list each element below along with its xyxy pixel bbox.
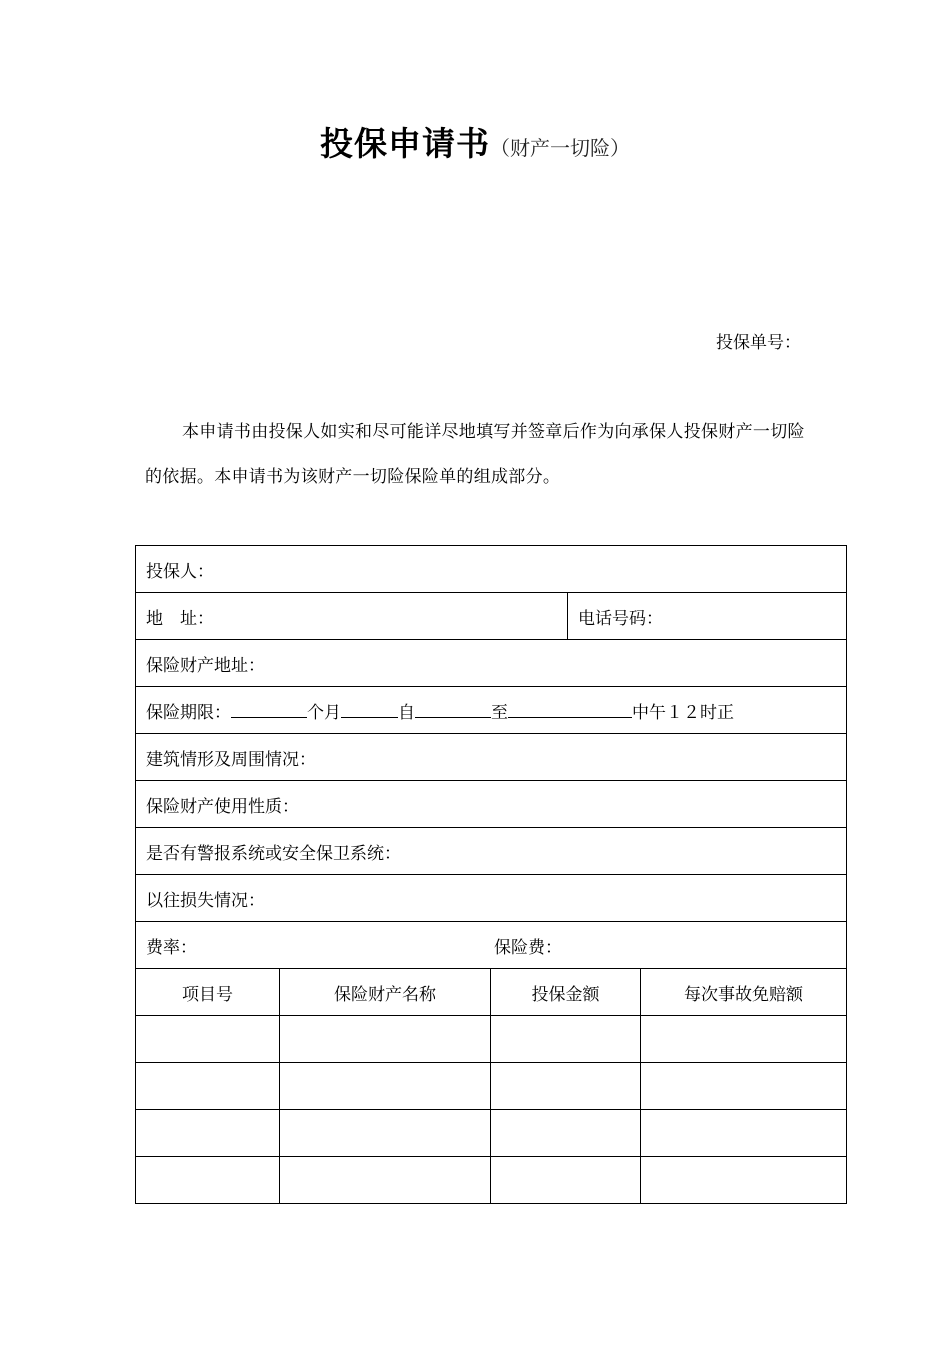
usage-label: 保险财产使用性质： — [146, 796, 299, 817]
address-field[interactable] — [136, 593, 568, 640]
application-form-table — [135, 545, 847, 1204]
deductible-cell[interactable] — [641, 1063, 847, 1110]
period-field — [136, 687, 847, 734]
building-label: 建筑情形及周围情况： — [146, 749, 316, 770]
document-title — [0, 118, 950, 165]
noon-label: 中午１２时正 — [632, 702, 734, 723]
items-table-row — [136, 1016, 847, 1063]
address-label: 地 址： — [146, 608, 214, 629]
period-months-blank[interactable] — [231, 701, 307, 718]
alarm-label: 是否有警报系统或安全保卫系统： — [146, 843, 401, 864]
property-address-field[interactable] — [136, 640, 847, 687]
property-address-row — [136, 640, 847, 687]
property-name-cell[interactable] — [280, 1016, 491, 1063]
property-name-cell[interactable] — [280, 1063, 491, 1110]
item-no-cell[interactable] — [136, 1016, 280, 1063]
insured-amount-cell[interactable] — [491, 1110, 641, 1157]
items-table-row — [136, 1110, 847, 1157]
period-from-date-blank[interactable] — [415, 701, 491, 718]
applicant-label: 投保人： — [146, 561, 214, 582]
insured-amount-cell[interactable] — [491, 1157, 641, 1204]
loss-history-label: 以往损失情况： — [146, 890, 265, 911]
items-table-row — [136, 1063, 847, 1110]
alarm-field[interactable] — [136, 828, 847, 875]
building-row — [136, 734, 847, 781]
from-label: 自 — [398, 702, 415, 723]
property-name-cell[interactable] — [280, 1110, 491, 1157]
alarm-row — [136, 828, 847, 875]
header-deductible: 每次事故免赔额 — [641, 969, 847, 1016]
intro-paragraph: 本申请书由投保人如实和尽可能详尽地填写并签章后作为向承保人投保财产一切险的依据。本申请书为该财产一切险保险单的组成部分。 — [145, 422, 805, 487]
property-address-label: 保险财产地址： — [146, 655, 265, 676]
address-row — [136, 593, 847, 640]
deductible-cell[interactable] — [641, 1157, 847, 1204]
item-no-cell[interactable] — [136, 1110, 280, 1157]
months-label: 个月 — [307, 702, 341, 723]
rate-label: 费率： — [146, 937, 197, 958]
deductible-cell[interactable] — [641, 1110, 847, 1157]
item-no-cell[interactable] — [136, 1063, 280, 1110]
insured-amount-cell[interactable] — [491, 1063, 641, 1110]
to-label: 至 — [491, 702, 508, 723]
header-insured-amount: 投保金额 — [491, 969, 641, 1016]
policy-number-label: 投保单号： — [716, 333, 801, 353]
item-no-cell[interactable] — [136, 1157, 280, 1204]
header-item-no: 项目号 — [136, 969, 280, 1016]
rate-premium-row — [136, 922, 847, 969]
insured-amount-cell[interactable] — [491, 1016, 641, 1063]
phone-label: 电话号码： — [578, 608, 663, 629]
period-label: 保险期限： — [146, 702, 231, 723]
period-start-blank[interactable] — [341, 701, 398, 718]
period-row — [136, 687, 847, 734]
header-property-name: 保险财产名称 — [280, 969, 491, 1016]
items-header-row — [136, 969, 847, 1016]
usage-row — [136, 781, 847, 828]
phone-field[interactable] — [568, 593, 847, 640]
loss-history-row — [136, 875, 847, 922]
deductible-cell[interactable] — [641, 1016, 847, 1063]
rate-premium-field[interactable] — [136, 922, 847, 969]
building-field[interactable] — [136, 734, 847, 781]
property-name-cell[interactable] — [280, 1157, 491, 1204]
loss-history-field[interactable] — [136, 875, 847, 922]
applicant-field[interactable] — [136, 546, 847, 593]
usage-field[interactable] — [136, 781, 847, 828]
premium-label: 保险费： — [494, 937, 562, 958]
title-main: 投保申请书 — [320, 124, 490, 163]
items-table-row — [136, 1157, 847, 1204]
title-subtitle: （财产一切险） — [490, 136, 630, 160]
applicant-row — [136, 546, 847, 593]
period-to-date-blank[interactable] — [508, 701, 632, 718]
